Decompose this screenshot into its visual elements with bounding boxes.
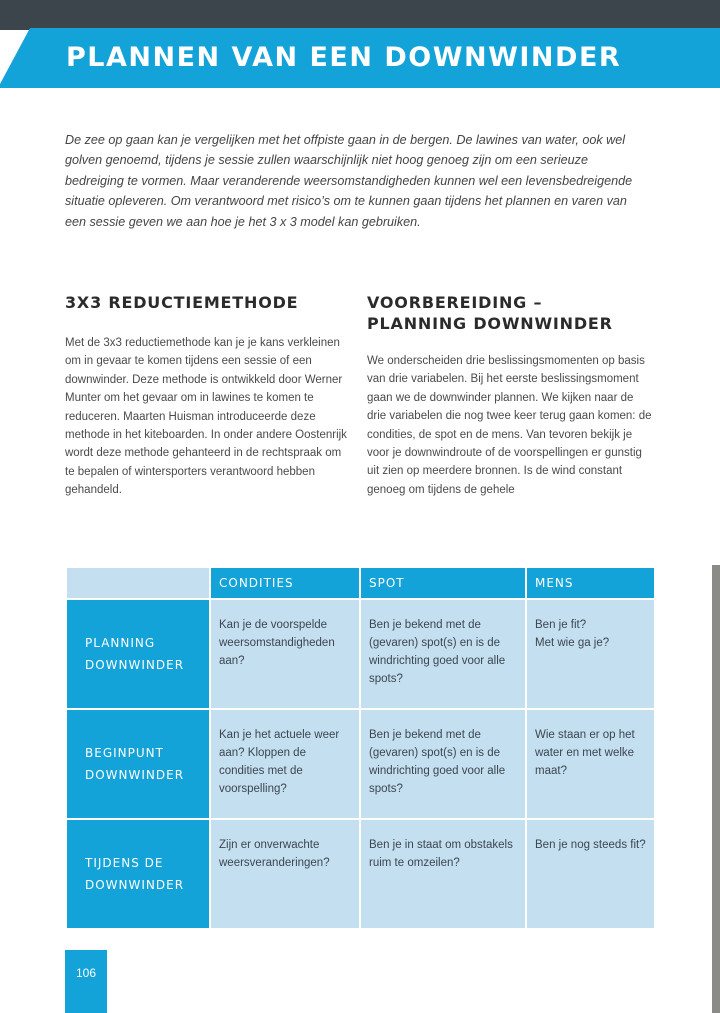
- cell-condities: Kan je de voorspelde weersomstandigheden aan?: [211, 600, 359, 708]
- table-row: [67, 710, 654, 818]
- 3x3-model-table: [65, 566, 656, 930]
- row-label-line2: DOWNWINDER: [85, 878, 185, 892]
- row-header-beginpunt: [67, 710, 209, 818]
- intro-paragraph: De zee op gaan kan je vergelijken met het offpiste gaan in de bergen. De lawines van water, ook wel golven genoemd, tijdens je sessie zullen waarschijnlijk niet hoog genoeg zijn om een serieuze bedreiging te vormen. Maar veranderende weersomstandigheden kunnen wel een levensbedreigende situatie opleveren. Om verantwoord met risico’s om te kunnen gaan tijdens het plannen en varen van een sessie geven we aan hoe je het 3 x 3 model kan gebruiken.: [65, 133, 633, 229]
- table-corner: [67, 568, 209, 598]
- row-label-line2: DOWNWINDER: [85, 658, 185, 672]
- cell-spot: Ben je bekend met de (gevaren) spot(s) en is de windrichting goed voor alle spots?: [361, 600, 525, 708]
- left-column-body: [65, 334, 347, 500]
- page-edge-strip: [712, 565, 720, 1013]
- cell-spot: Ben je in staat om obstakels ruim te omzeilen?: [361, 820, 525, 928]
- column-header-condities: CONDITIES: [211, 568, 359, 598]
- page-title: PLANNEN VAN EEN DOWNWINDER: [66, 42, 622, 73]
- left-column-heading: 3X3 REDUCTIEMETHODE: [65, 293, 299, 312]
- cell-mens: [527, 600, 654, 708]
- cell-spot: Ben je bekend met de (gevaren) spot(s) en is de windrichting goed voor alle spots?: [361, 710, 525, 818]
- mens-line2: Met wie ga je?: [535, 637, 610, 649]
- top-dark-band: [0, 0, 720, 30]
- cell-condities: Kan je het actuele weer aan? Kloppen de condities met de voorspelling?: [211, 710, 359, 818]
- page-number: 106: [65, 950, 107, 1013]
- cell-condities: Zijn er onverwachte weersveranderingen?: [211, 820, 359, 928]
- right-column-heading: [367, 292, 613, 334]
- right-column-text: We onderscheiden drie beslissingsmomenten op basis van drie variabelen. Bij het eerste beslissingsmoment gaan we de downwinder plannen. We kijken naar de drie variabelen die nog twee keer terug gaan komen: de condities, de spot en de mens. Van tevoren bekijk je voor je downwindroute of de voorspellingen er gunstig uit zien op meerdere bronnen. Is de wind constant genoeg om tijdens de gehele: [367, 355, 652, 496]
- table-row: [67, 820, 654, 928]
- right-heading-line2: PLANNING DOWNWINDER: [367, 314, 613, 333]
- right-heading-line1: VOORBEREIDING –: [367, 293, 543, 312]
- row-header-tijdens: [67, 820, 209, 928]
- table-row: [67, 600, 654, 708]
- cell-mens: Ben je nog steeds fit?: [527, 820, 654, 928]
- row-label-line1: PLANNING: [85, 636, 156, 650]
- column-header-spot: SPOT: [361, 568, 525, 598]
- cell-mens: Wie staan er op het water en met welke maat?: [527, 710, 654, 818]
- row-label-line2: DOWNWINDER: [85, 768, 185, 782]
- row-label-line1: TIJDENS DE: [85, 856, 164, 870]
- row-header-planning: [67, 600, 209, 708]
- column-header-mens: MENS: [527, 568, 654, 598]
- left-column-text: Met de 3x3 reductiemethode kan je je kans verkleinen om in gevaar te komen tijdens een sessie of een downwinder. Deze methode is ontwikkeld door Werner Munter om het gevaar om in lawines te komen te reduceren. Maarten Huisman introduceerde deze methode in het kiteboarden. In onder andere Oostenrijk wordt deze methode gehanteerd in de rechtspraak om te bepalen of wintersporters verantwoord hebben gehandeld.: [65, 337, 347, 497]
- mens-line1: Ben je fit?: [535, 619, 587, 631]
- row-label-line1: BEGINPUNT: [85, 746, 164, 760]
- right-column-body: [367, 352, 654, 499]
